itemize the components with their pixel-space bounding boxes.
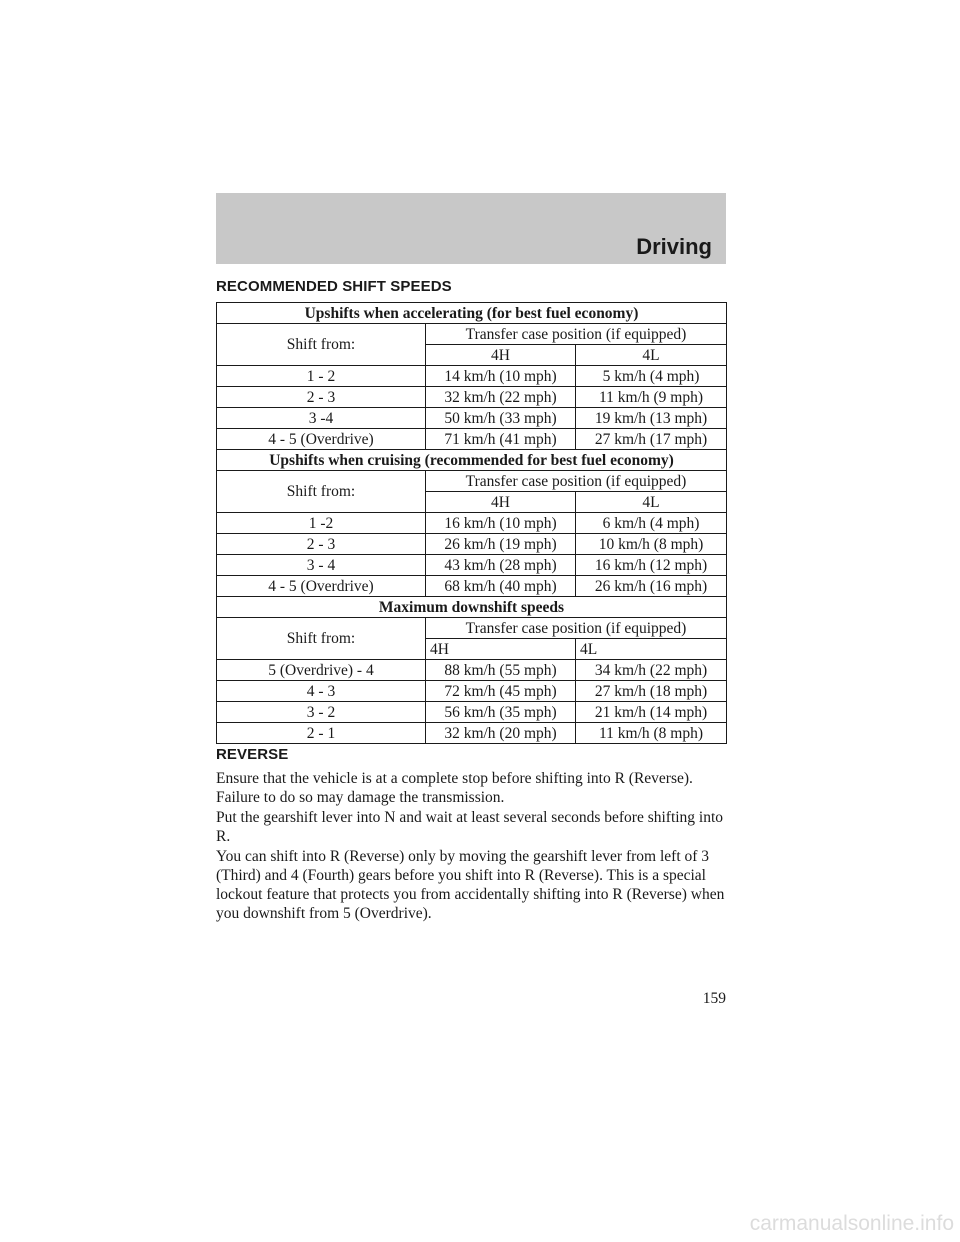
speed-4l-cell: 21 km/h (14 mph)	[576, 702, 727, 723]
table-row	[217, 723, 727, 744]
speed-4h-cell: 71 km/h (41 mph)	[426, 429, 576, 450]
shift-from-cell: 3 - 4	[217, 555, 426, 576]
speed-4h-cell: 32 km/h (20 mph)	[426, 723, 576, 744]
table-row	[217, 366, 727, 387]
table-row	[217, 534, 727, 555]
reverse-paragraph-1: Ensure that the vehicle is at a complete stop before shifting into R (Reverse). Failure to do so may damage the transmission.	[216, 770, 693, 806]
speed-4l-cell: 5 km/h (4 mph)	[576, 366, 727, 387]
speed-4l-cell: 27 km/h (18 mph)	[576, 681, 727, 702]
speed-4h-cell: 88 km/h (55 mph)	[426, 660, 576, 681]
shift-from-cell: 1 -2	[217, 513, 426, 534]
table-row	[217, 429, 727, 450]
speed-4l-cell: 10 km/h (8 mph)	[576, 534, 727, 555]
section-header-box	[216, 193, 726, 264]
speed-4l-cell: 11 km/h (8 mph)	[576, 723, 727, 744]
col-4h-header: 4H	[426, 639, 576, 660]
speed-4l-cell: 27 km/h (17 mph)	[576, 429, 727, 450]
speed-4h-cell: 50 km/h (33 mph)	[426, 408, 576, 429]
speed-4h-cell: 72 km/h (45 mph)	[426, 681, 576, 702]
col-4l-header: 4L	[576, 639, 727, 660]
table-row	[217, 660, 727, 681]
reverse-paragraph-2: Put the gearshift lever into N and wait at least several seconds before shifting into R.	[216, 809, 724, 845]
speed-4l-cell: 6 km/h (4 mph)	[576, 513, 727, 534]
shift-from-cell: 2 - 3	[217, 387, 426, 408]
group-title-row	[217, 450, 727, 471]
shift-from-label: Shift from:	[217, 618, 426, 660]
shift-from-cell: 4 - 3	[217, 681, 426, 702]
speed-4l-cell: 19 km/h (13 mph)	[576, 408, 727, 429]
shift-from-cell: 2 - 1	[217, 723, 426, 744]
group-title: Upshifts when cruising (recommended for best fuel economy)	[217, 450, 727, 471]
shift-from-cell: 3 - 2	[217, 702, 426, 723]
col-4l-header: 4L	[576, 492, 727, 513]
table-row	[217, 408, 727, 429]
table-row	[217, 681, 727, 702]
table-row	[217, 702, 727, 723]
group-title: Maximum downshift speeds	[217, 597, 727, 618]
speed-4l-cell: 34 km/h (22 mph)	[576, 660, 727, 681]
shift-from-cell: 4 - 5 (Overdrive)	[217, 576, 426, 597]
reverse-paragraph-3: You can shift into R (Reverse) only by moving the gearshift lever from left of 3 (Third) and 4 (Fourth) gears before you shift into R (Reverse). This is a special lockout feature that protects you from accidentally shifting into R (Reverse) when you downshift from 5 (Overdrive).	[216, 848, 725, 922]
shift-speeds-table	[216, 302, 727, 744]
speed-4h-cell: 14 km/h (10 mph)	[426, 366, 576, 387]
watermark: carmanualsonline.info	[749, 1212, 954, 1235]
table-row	[217, 555, 727, 576]
section-header-title: Driving	[636, 234, 712, 259]
reverse-heading: REVERSE	[216, 746, 289, 763]
table-row	[217, 513, 727, 534]
shift-from-cell: 2 - 3	[217, 534, 426, 555]
shift-from-label: Shift from:	[217, 324, 426, 366]
page-number: 159	[702, 990, 726, 1007]
table-row	[217, 576, 727, 597]
transfer-case-label: Transfer case position (if equipped)	[426, 618, 727, 639]
shift-from-cell: 4 - 5 (Overdrive)	[217, 429, 426, 450]
shift-from-cell: 1 - 2	[217, 366, 426, 387]
speed-4l-cell: 16 km/h (12 mph)	[576, 555, 727, 576]
group-subheader-row	[217, 471, 727, 492]
shift-speeds-heading: RECOMMENDED SHIFT SPEEDS	[216, 278, 452, 295]
col-4h-header: 4H	[426, 345, 576, 366]
group-title: Upshifts when accelerating (for best fuel economy)	[217, 303, 727, 324]
shift-from-cell: 5 (Overdrive) - 4	[217, 660, 426, 681]
transfer-case-label: Transfer case position (if equipped)	[426, 324, 727, 345]
speed-4h-cell: 56 km/h (35 mph)	[426, 702, 576, 723]
speed-4l-cell: 11 km/h (9 mph)	[576, 387, 727, 408]
speed-4l-cell: 26 km/h (16 mph)	[576, 576, 727, 597]
group-subheader-row	[217, 324, 727, 345]
speed-4h-cell: 32 km/h (22 mph)	[426, 387, 576, 408]
table-row	[217, 387, 727, 408]
transfer-case-label: Transfer case position (if equipped)	[426, 471, 727, 492]
speed-4h-cell: 68 km/h (40 mph)	[426, 576, 576, 597]
speed-4h-cell: 26 km/h (19 mph)	[426, 534, 576, 555]
col-4h-header: 4H	[426, 492, 576, 513]
shift-from-label: Shift from:	[217, 471, 426, 513]
speed-4h-cell: 43 km/h (28 mph)	[426, 555, 576, 576]
col-4l-header: 4L	[576, 345, 727, 366]
group-title-row	[217, 303, 727, 324]
speed-4h-cell: 16 km/h (10 mph)	[426, 513, 576, 534]
group-subheader-row	[217, 618, 727, 639]
shift-from-cell: 3 -4	[217, 408, 426, 429]
group-title-row	[217, 597, 727, 618]
